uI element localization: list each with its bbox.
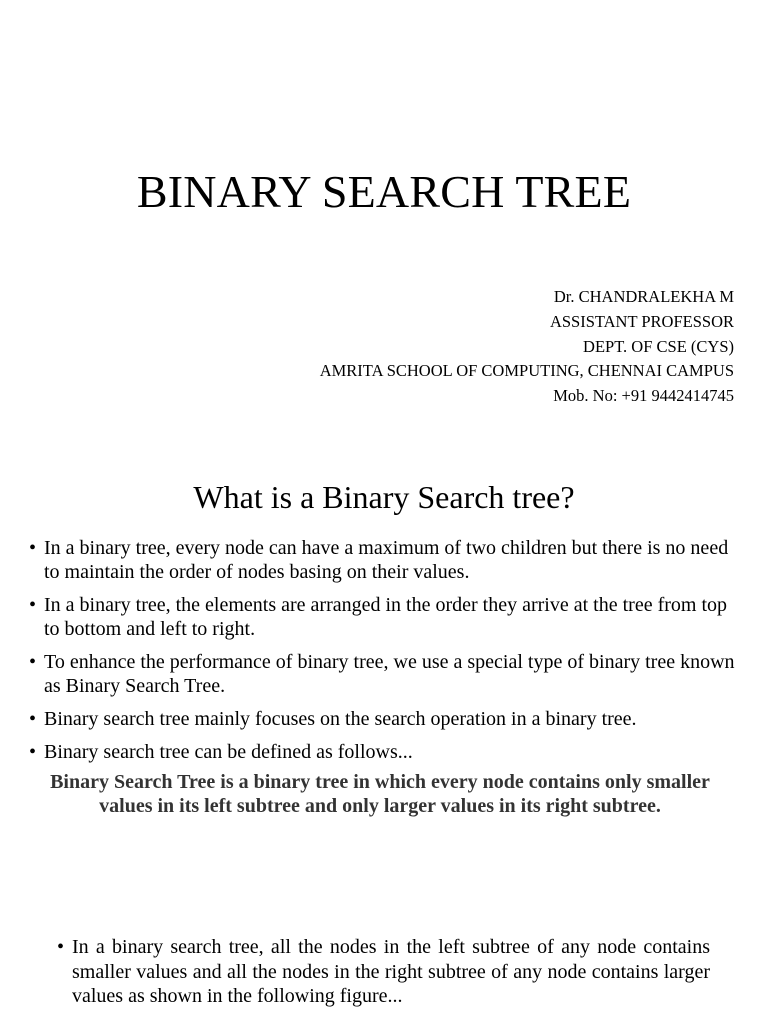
bullet-text: In a binary tree, the elements are arranged in the order they arrive at the tree from top to bottom and left to right. bbox=[44, 594, 728, 640]
bullet-icon: • bbox=[29, 741, 37, 763]
definition-text: Binary Search Tree is a binary tree in which every node contains only smaller values in its left subtree and only larger values in its right subtree. bbox=[50, 771, 710, 817]
list-item bbox=[57, 935, 710, 1009]
author-department: DEPT. OF CSE (CYS) bbox=[583, 336, 734, 356]
list-item bbox=[29, 650, 739, 698]
property-slide bbox=[0, 925, 768, 1024]
bullet-icon: • bbox=[57, 936, 65, 958]
bullet-text: Binary search tree can be defined as follows... bbox=[44, 741, 413, 763]
bullet-icon: • bbox=[29, 651, 37, 673]
title-slide bbox=[0, 0, 768, 440]
author-name: Dr. CHANDRALEKHA M bbox=[553, 287, 734, 306]
list-item bbox=[29, 536, 739, 584]
bullet-icon: • bbox=[29, 708, 37, 730]
definition-slide bbox=[0, 470, 768, 870]
bullet-list bbox=[57, 935, 710, 1009]
author-designation: ASSISTANT PROFESSOR bbox=[549, 311, 734, 331]
bullet-text: To enhance the performance of binary tree, we use a special type of binary tree known as Binary Search Tree. bbox=[44, 651, 735, 697]
author-institution: AMRITA SCHOOL OF COMPUTING, CHENNAI CAMPUS bbox=[319, 361, 734, 381]
list-item bbox=[29, 593, 739, 641]
bullet-icon: • bbox=[29, 594, 37, 616]
bullet-list bbox=[29, 536, 739, 773]
slide-title: BINARY SEARCH TREE bbox=[136, 166, 632, 217]
slide-heading: What is a Binary Search tree? bbox=[193, 479, 575, 515]
list-item bbox=[29, 707, 739, 731]
bullet-text: In a binary search tree, all the nodes in the left subtree of any node contains smaller values and all the nodes in the right subtree of any node contains larger values as shown in the following figure... bbox=[72, 936, 710, 1007]
bullet-text: In a binary tree, every node can have a maximum of two children but there is no need to maintain the order of nodes basing on their values. bbox=[44, 537, 729, 583]
bullet-text: Binary search tree mainly focuses on the search operation in a binary tree. bbox=[44, 708, 637, 730]
list-item bbox=[29, 740, 739, 764]
author-block bbox=[320, 285, 734, 409]
author-phone: Mob. No: +91 9442414745 bbox=[553, 386, 734, 406]
bullet-icon: • bbox=[29, 537, 37, 559]
